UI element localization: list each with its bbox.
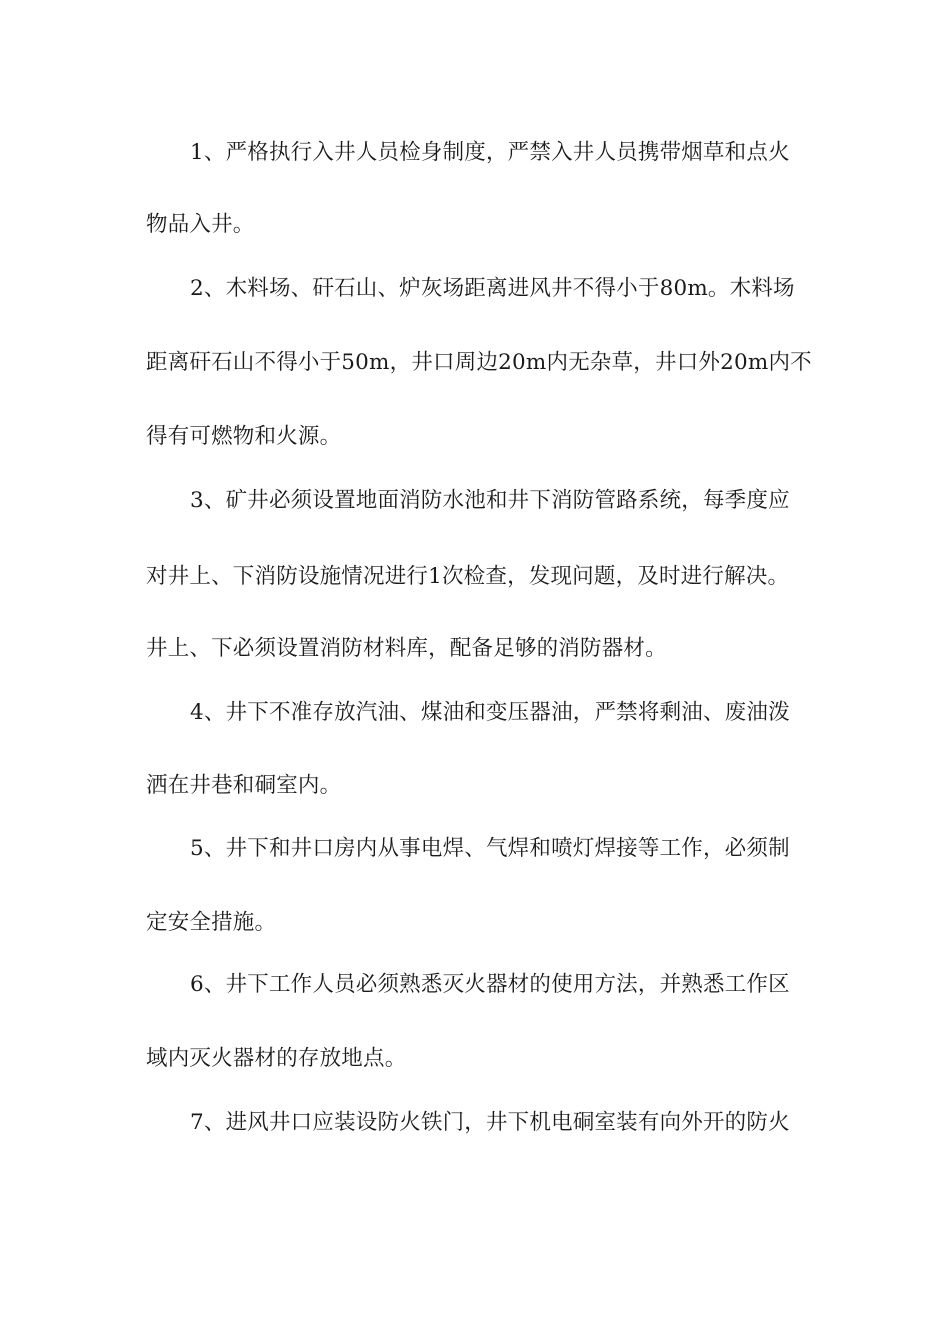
paragraph-1-line-1: 1、严格执行入井人员检身制度，严禁入井人员携带烟草和点火 xyxy=(190,140,790,165)
paragraph-3-line-2: 对井上、下消防设施情况进行1次检查，发现问题，及时进行解决。 xyxy=(146,564,790,589)
paragraph-5-line-1: 5、井下和井口房内从事电焊、气焊和喷灯焊接等工作，必须制 xyxy=(190,836,790,861)
paragraph-6-line-1: 6、井下工作人员必须熟悉灭火器材的使用方法，并熟悉工作区 xyxy=(190,972,790,997)
paragraph-4-line-1: 4、井下不准存放汽油、煤油和变压器油，严禁将剩油、废油泼 xyxy=(190,700,790,725)
paragraph-3-line-1: 3、矿井必须设置地面消防水池和井下消防管路系统，每季度应 xyxy=(190,488,790,513)
paragraph-4-line-2: 洒在井巷和硐室内。 xyxy=(146,773,342,798)
paragraph-2-line-1: 2、木料场、矸石山、炉灰场距离进风井不得小于80m。木料场 xyxy=(190,276,795,301)
paragraph-3-line-3: 井上、下必须设置消防材料库，配备足够的消防器材。 xyxy=(146,636,667,661)
paragraph-2-line-3: 得有可燃物和火源。 xyxy=(146,424,342,449)
paragraph-2-line-2: 距离矸石山不得小于50m，井口周边20m内无杂草，井口外20m内不 xyxy=(146,350,812,375)
paragraph-1-line-2: 物品入井。 xyxy=(146,212,255,237)
paragraph-5-line-2: 定安全措施。 xyxy=(146,910,277,935)
paragraph-7-line-1: 7、进风井口应装设防火铁门，井下机电硐室装有向外开的防火 xyxy=(190,1110,790,1135)
paragraph-6-line-2: 域内灭火器材的存放地点。 xyxy=(146,1046,407,1071)
